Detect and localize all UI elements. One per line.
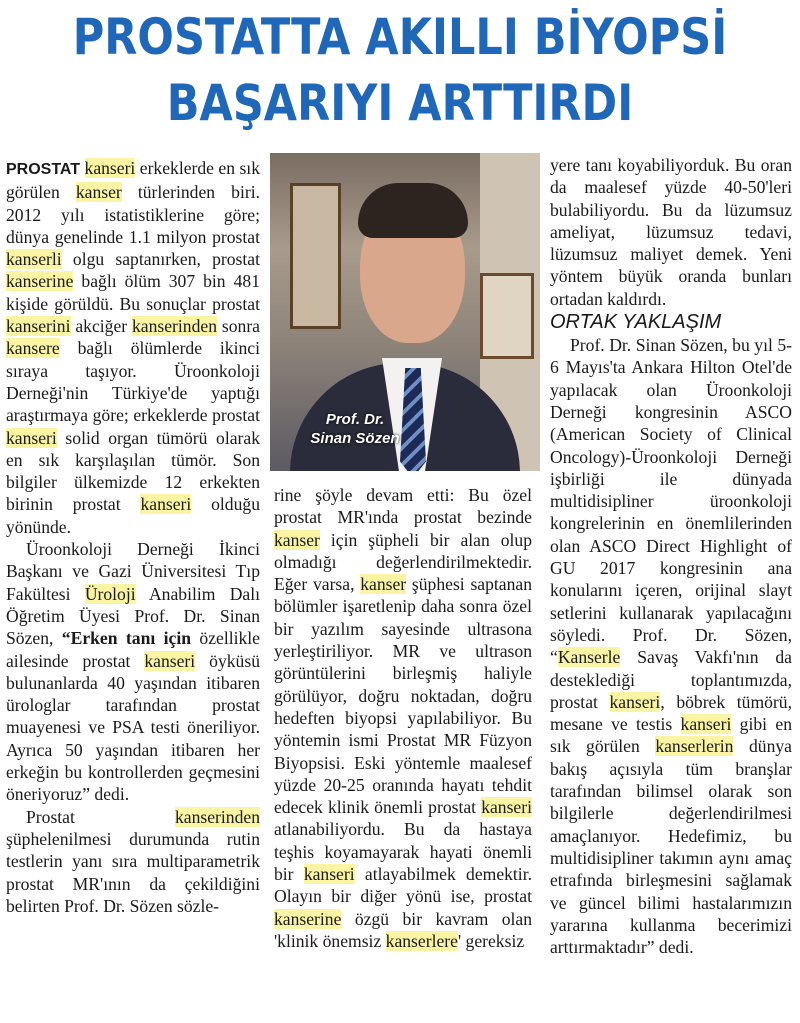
highlighted-term: kanser [75,182,122,203]
paragraph [6,157,260,538]
paragraph [550,334,792,958]
caption-line-2: Sinan Sözen [310,430,400,447]
wall-picture [290,183,341,329]
text-run: akciğer [70,316,132,337]
highlighted-term: kanseri [140,494,192,515]
text-run: Üroonkoloji Derneği İkinci Başkanı ve Gazi Üniversitesi Tıp Fakültesi [6,539,260,604]
text-run: , böbrek tümörü, mesane ve testis [550,691,792,735]
hair-shape [358,183,468,238]
highlighted-term: kanserlere [385,930,458,951]
highlighted-term: kanserine [274,908,342,929]
text-run: türlerinden biri. 2012 yılı istatistiklerine göre; dünya genelinde 1.1 milyon prostat [6,182,260,247]
text-run: şüphesi saptanan bölümler işaretlenip daha sonra özel bir yazılım sayesinde ultrasona yerleştiriliyor. MR ve ultrason görüntülerini birleşmiş haliyle görülüyor, doğru noktadan, doğru hedeften biyopsi yapılabiliyor. Bu yöntemin ismi Prostat MR Füzyon Biyopsisi. Eski yöntemle maalesef yüzde 20-25 oranında hayatı tehdit edecek klinik önemli prostat [274,574,532,818]
text-run: bağlı ölüm 307 bin 481 kişide görüldü. Bu sonuçlar prostat [6,271,260,314]
highlighted-term: kanseri [84,158,136,178]
text-run: Prostat [26,806,175,827]
text-run: yere tanı koyabiliyorduk. Bu oran da maalesef yüzde 40-50'leri bulabiliyordu. Bu da lüzumsuz ameliyat, lüzumsuz tedavi, lüzumsuz maliyet demek. Yeni yöntem büyük oranda bunları ortadan kaldırdı. [550,155,792,309]
text-run: atlayabilmek demektir. Olayın bir diğer yönü ise, prostat [274,864,532,907]
text-run: dünya bakış açısıyla tüm branşlar tarafından bilimsel olarak son bilgilerle değerlendirilmesi amaçlanıyor. Hedefimiz, bu multidisipliner takımın aynı amaç etrafında birleşmesini sağlamak ve güncel bilimi hastalarımızın yararına kullanma becerimizi arttırmaktadır” dedi. [550,736,792,958]
paragraph [550,154,792,310]
text-run: özgü bir kavram olan 'klinik önemsiz [274,908,532,951]
text-run: rine şöyle devam etti: Bu özel prostat MR'ında prostat bezinde [274,485,532,528]
highlighted-term: kanserli [6,249,62,270]
text-run: Savaş Vakfı'nın da desteklediği toplantımızda, prostat [550,647,792,712]
text-run: ' gereksiz [457,930,525,951]
paragraph [274,484,532,952]
highlighted-term: kanserinden [174,806,260,827]
text-run [80,158,84,178]
headline-line-2: BAŞARIYI ARTTIRDI [166,74,634,132]
highlighted-term: kanseri [303,864,355,885]
highlighted-term: Üroloji [84,583,136,604]
caption-line-1: Prof. Dr. [325,411,385,428]
highlighted-term: kanserini [6,316,71,337]
text-run: “Erken tanı için [61,628,192,649]
section-subheading: ORTAK YAKLAŞIM [550,311,722,334]
article-column-1 [6,157,260,917]
highlighted-term: kanseri [481,797,532,818]
text-run: özellikle ailesinde prostat [6,628,260,671]
text-run: bağlı ölümlerde ikinci sıraya taşıyor. Üroonkoloji Derneği'nin Türkiye'de yaptığı araştırmaya göre; erkeklerde prostat [6,338,260,426]
text-run: öyküsü bulunanlarda 40 yaşından itibaren ürologlar tarafından prostat muayenesi ve PSA testi öneriliyor. Ayrıca 50 yaşından itibaren her erkeğin bu kontrollerden geçmesini öneriyoruz” dedi. [6,650,260,805]
text-run: PROSTAT [6,161,81,178]
text-run: solid organ tümörü olarak en sık karşılaşılan tümör. Son bilgiler ülkemizde 12 erkekten birinin prostat [6,427,260,515]
photo-caption [300,410,410,448]
article-column-3 [550,154,792,958]
text-run: şüphelenilmesi durumunda rutin testlerin yanı sıra multiparametrik prostat MR'ının da çekildiğini belirten Prof. Dr. Sözen sözle- [6,828,260,916]
text-run: atlanabiliyordu. Bu da hastaya teşhis koyamayarak hayati önemli bir [274,819,532,885]
highlighted-term: kanseri [680,714,732,735]
text-run: olgu saptanırken, prostat [61,249,260,270]
headline [56,4,744,136]
headline-line-1: PROSTATTA AKILLI BİYOPSİ [72,8,728,66]
text-run: olduğu yönünde. [6,494,260,537]
highlighted-term: kanseri [609,691,661,712]
wall-picture [480,273,534,359]
text-run: sonra [217,316,260,337]
text-run: için şüpheli bir alan olup olmadığı değerlendirilmektedir. Eğer varsa, [274,529,532,595]
text-run: gibi en sık görülen [550,714,792,757]
highlighted-term: kanserine [6,271,74,292]
text-run: erkeklerde en sık görülen [6,158,260,203]
highlighted-term: Kanserle [557,647,621,668]
highlighted-term: kanserinden [132,316,218,337]
text-run: Prof. Dr. Sinan Sözen, bu yıl 5-6 Mayıs'ta Ankara Hilton Otel'de yapılacak olan Üroonkoloji Derneği kongresinin ASCO (American Society of Clinical Oncology)-Üroonkoloji Derneği işbirliği ile dünyada multidisipliner üroonkoloji kongrelerinin en önemlilerinden olan ASCO Direct Highlight of GU 2017 kongresinin ana konularını içeren, orijinal slayt setlerini kullanarak yapılacağını söyledi. Prof. Dr. Sözen, “ [550,335,792,668]
paragraph [6,538,260,806]
highlighted-term: kanserlerin [655,736,734,757]
highlighted-term: kanseri [6,427,57,448]
highlighted-term: kanser [360,574,407,595]
highlighted-term: kansere [6,338,60,359]
highlighted-term: kanser [274,529,320,550]
text-run: Anabilim Dalı Öğretim Üyesi Prof. Dr. Sinan Sözen, [6,583,261,649]
paragraph [6,806,260,917]
highlighted-term: kanseri [144,650,196,671]
article-column-2 [274,484,532,952]
